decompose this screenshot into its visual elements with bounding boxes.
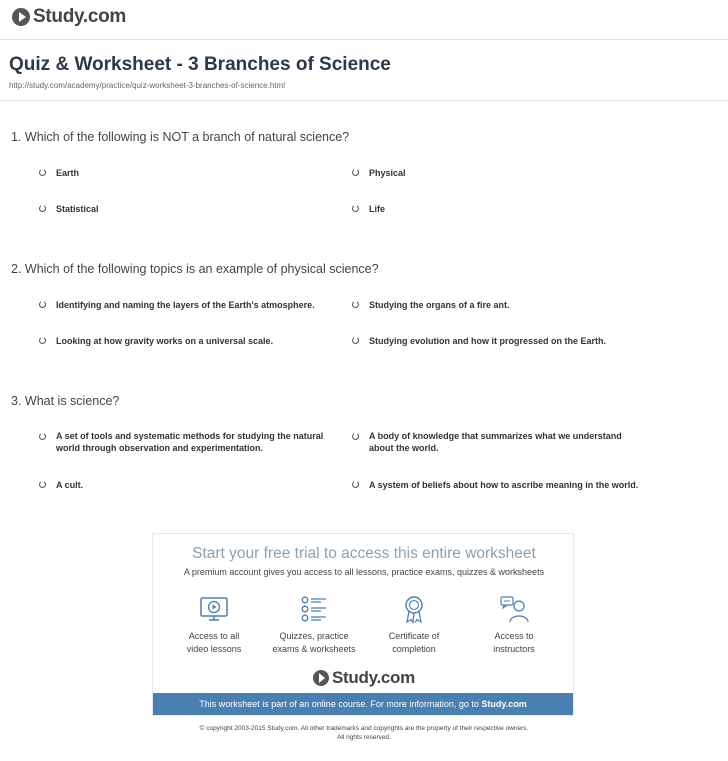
radio-q3-d[interactable]	[352, 481, 359, 488]
video-lesson-icon	[199, 594, 229, 624]
certificate-icon	[399, 594, 429, 624]
radio-q3-c[interactable]	[39, 481, 46, 488]
copyright-line-2: All rights reserved.	[337, 734, 391, 741]
promo-study-logo[interactable]	[153, 668, 575, 688]
option-q2-c: Looking at how gravity works on a universal scale.	[56, 336, 274, 346]
page-url: http://study.com/academy/practice/quiz-worksheet-3-branches-of-science.html	[9, 81, 285, 90]
feature-label: Quizzes, practice exams & worksheets	[272, 631, 356, 654]
feature-label: Access to all video lessons	[186, 631, 242, 654]
promo-title[interactable]: Start your free trial to access this entire worksheet	[192, 545, 536, 562]
divider	[0, 100, 728, 101]
option-q3-a: A set of tools and systematic methods for studying the natural world through observation and experimentation.	[56, 431, 324, 453]
question-3: 3. What is science?	[11, 394, 120, 408]
option-q2-b: Studying the organs of a fire ant.	[369, 300, 510, 310]
option-q1-b: Physical	[369, 168, 406, 178]
top-bar	[0, 0, 728, 40]
instructor-icon	[499, 594, 529, 624]
radio-q3-a[interactable]	[39, 433, 46, 440]
radio-q2-b[interactable]	[352, 301, 359, 308]
study-link[interactable]: Study.com	[481, 699, 527, 709]
play-logo-icon	[12, 8, 30, 26]
radio-q3-b[interactable]	[352, 433, 359, 440]
option-q1-d: Life	[369, 204, 386, 214]
radio-q1-b[interactable]	[352, 169, 359, 176]
feature-video-lessons	[166, 594, 262, 656]
question-1: 1. Which of the following is NOT a branch of natural science?	[11, 130, 350, 144]
promo-subtitle: A premium account gives you access to all lessons, practice exams, quizzes & worksheets	[183, 567, 545, 577]
free-trial-promo	[152, 533, 574, 716]
option-q3-c: A cult.	[56, 480, 84, 490]
copyright-line-1: © copyright 2003-2015 Study.com. All other trademarks and copyrights are the property of their respective owners.	[199, 725, 529, 732]
radio-q2-a[interactable]	[39, 301, 46, 308]
course-info-text: This worksheet is part of an online course. For more information, go to	[199, 699, 479, 709]
study-logo[interactable]	[12, 6, 126, 28]
option-q2-a: Identifying and naming the layers of the Earth's atmosphere.	[56, 300, 315, 310]
course-info-bar	[153, 693, 573, 715]
radio-q2-c[interactable]	[39, 337, 46, 344]
copyright	[160, 724, 568, 742]
option-q2-d: Studying evolution and how it progressed on the Earth.	[369, 336, 607, 346]
option-q3-d: A system of beliefs about how to ascribe meaning in the world.	[369, 480, 639, 490]
logo-text: Study.com	[33, 6, 127, 27]
quiz-list-icon	[299, 594, 329, 624]
option-q1-c: Statistical	[56, 204, 99, 214]
question-2: 2. Which of the following topics is an example of physical science?	[11, 262, 379, 276]
radio-q2-d[interactable]	[352, 337, 359, 344]
feature-instructors	[466, 594, 562, 656]
feature-label: Access to instructors	[493, 631, 535, 654]
feature-certificate	[366, 594, 462, 656]
promo-logo-text: Study.com	[332, 668, 415, 687]
feature-quizzes	[266, 594, 362, 656]
radio-q1-c[interactable]	[39, 205, 46, 212]
radio-q1-d[interactable]	[352, 205, 359, 212]
feature-label: Certificate of completion	[388, 631, 440, 654]
play-logo-icon	[313, 670, 329, 686]
option-q1-a: Earth	[56, 168, 80, 178]
option-q3-b: A body of knowledge that summarizes what we understand about the world.	[369, 431, 622, 453]
page-title: Quiz & Worksheet - 3 Branches of Science	[9, 54, 391, 75]
radio-q1-a[interactable]	[39, 169, 46, 176]
